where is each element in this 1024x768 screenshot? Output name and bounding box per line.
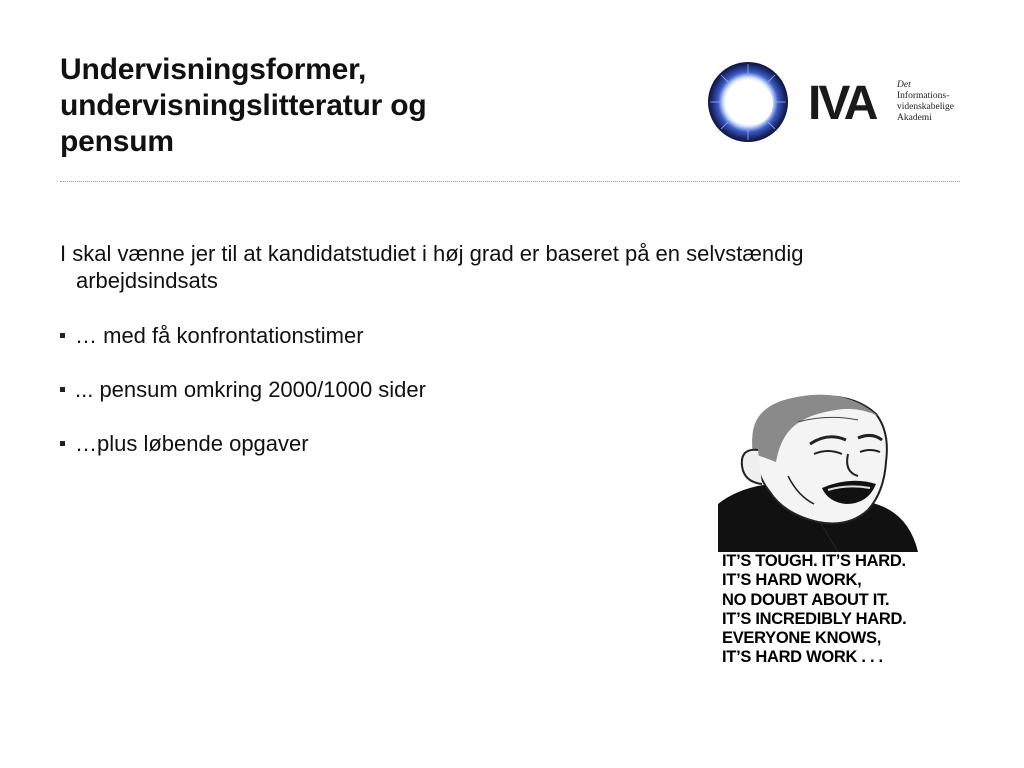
title-divider: [60, 181, 960, 182]
meme-line-2: IT’S HARD WORK,: [722, 571, 862, 590]
logo-subtitle: [897, 80, 954, 124]
title-line-3: pensum: [60, 125, 174, 158]
bullet-text: … med få konfrontationstimer: [75, 323, 364, 348]
logo-sub-line-2: Informations-: [897, 91, 950, 101]
logo-sub-line-3: videnskabelige: [897, 102, 954, 112]
meme-line-3: NO DOUBT ABOUT IT.: [722, 590, 890, 609]
logo-sub-line-4: Akademi: [897, 113, 932, 123]
crying-man-cartoon-icon: [718, 392, 954, 552]
bullet-item: [60, 322, 364, 349]
bullet-item: [60, 430, 309, 457]
logo-acronym: IVA: [808, 77, 876, 130]
square-bullet-icon: [60, 333, 65, 338]
square-bullet-icon: [60, 387, 65, 392]
meme-line-4: IT’S INCREDIBLY HARD.: [722, 609, 907, 628]
intro-line-1: I skal vænne jer til at kandidatstudiet i høj grad er baseret på en selvstændig: [60, 241, 804, 266]
meme-caption: [722, 552, 906, 668]
square-bullet-icon: [60, 441, 65, 446]
slide-title: [60, 52, 620, 160]
intro-paragraph: [60, 240, 960, 294]
bullet-text: …plus løbende opgaver: [75, 431, 309, 456]
title-line-2: undervisningslitteratur og: [60, 89, 427, 122]
title-line-1: Undervisningsformer,: [60, 53, 367, 86]
bullet-item: [60, 376, 426, 403]
meme-line-1: IT’S TOUGH. IT’S HARD.: [722, 552, 906, 570]
meme-line-5: EVERYONE KNOWS,: [722, 629, 881, 648]
meme-line-6: IT’S HARD WORK . . .: [722, 648, 883, 667]
bullet-text: ... pensum omkring 2000/1000 sider: [75, 377, 426, 402]
intro-line-2: arbejdsindsats: [76, 268, 218, 293]
logo-sub-line-1: Det: [897, 80, 911, 90]
